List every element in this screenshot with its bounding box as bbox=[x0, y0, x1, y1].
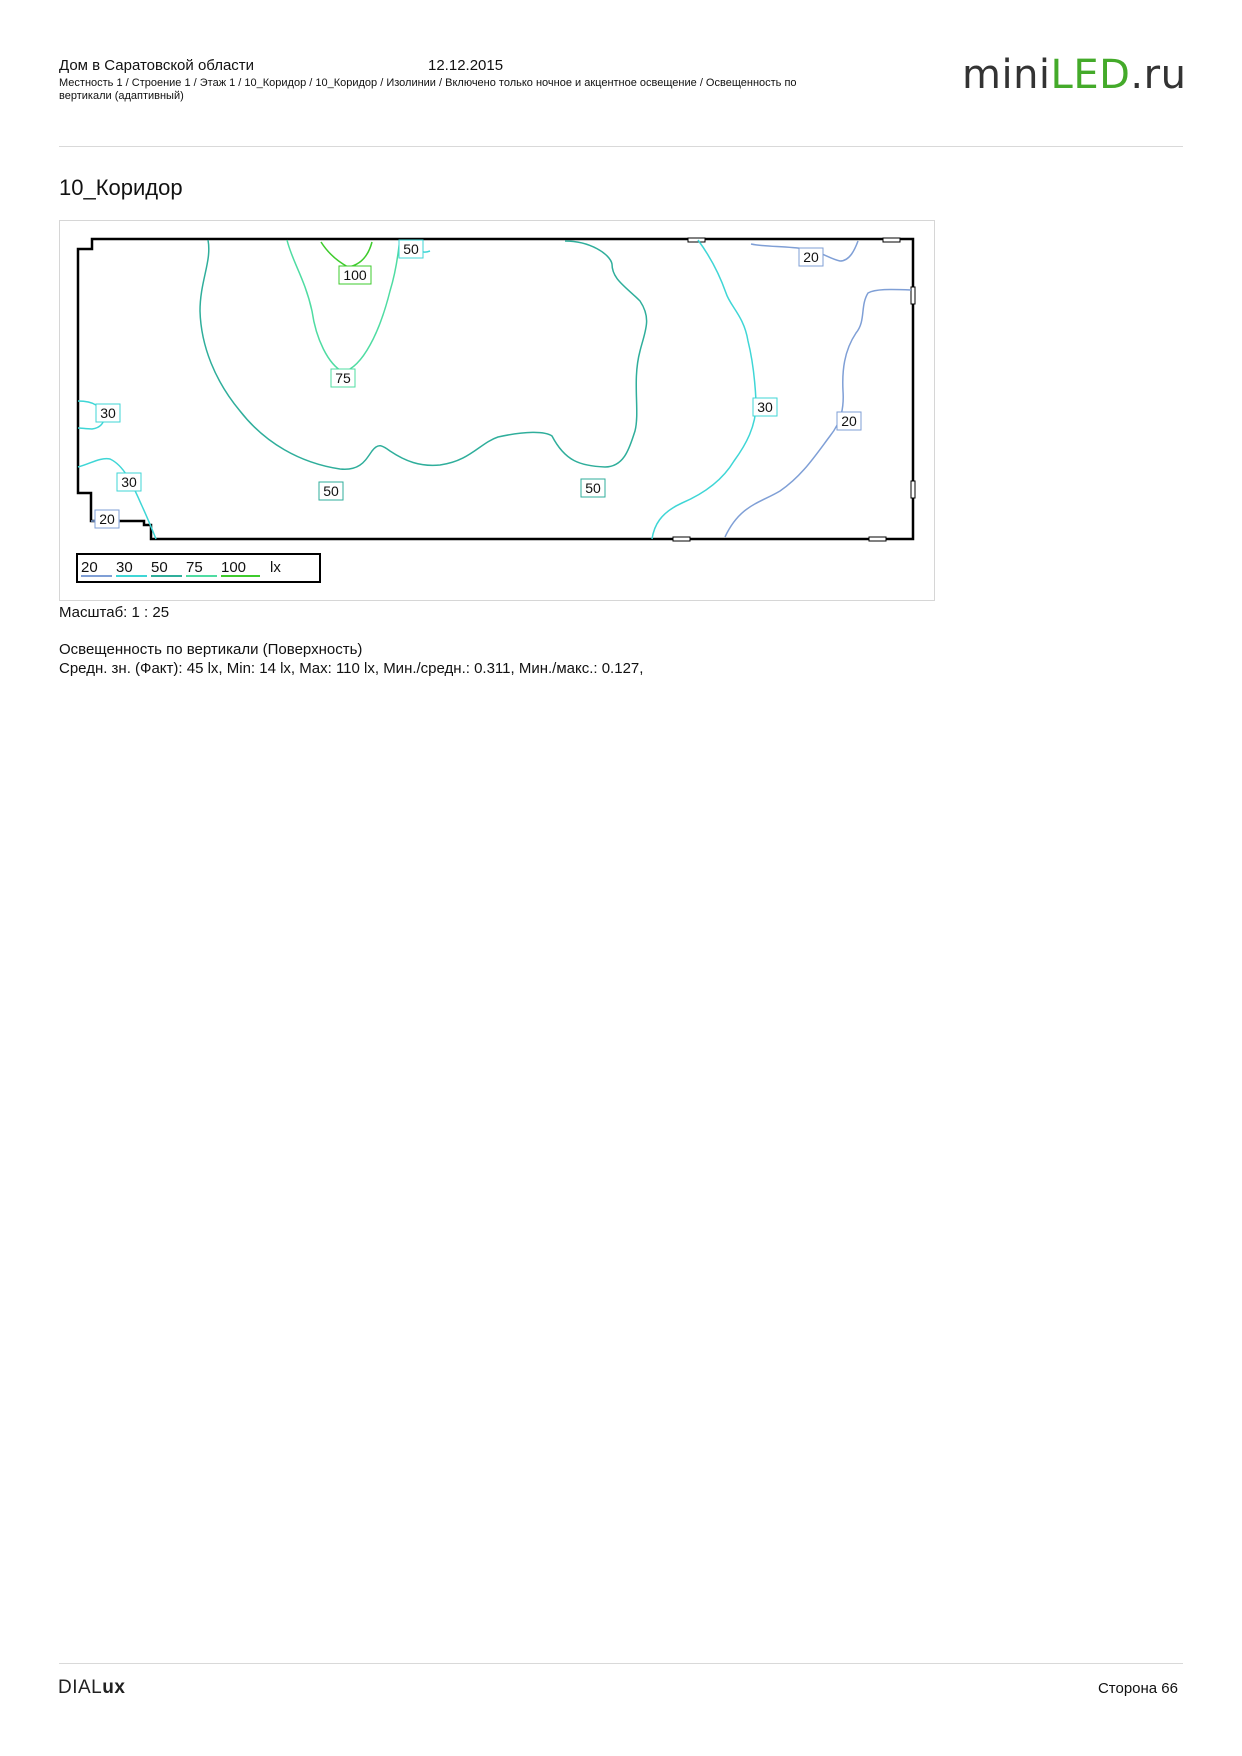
legend-value-75: 75 bbox=[186, 559, 203, 576]
legend-unit: lx bbox=[270, 559, 281, 576]
header-divider bbox=[59, 146, 1183, 147]
contour-label-text: 30 bbox=[121, 474, 137, 490]
isoline-legend bbox=[77, 554, 320, 582]
wall-mark bbox=[869, 537, 886, 541]
contour-label-20-left bbox=[95, 510, 119, 528]
contour-label-20-top bbox=[799, 248, 823, 266]
isoline-30-right bbox=[652, 240, 756, 539]
contour-label-text: 30 bbox=[757, 399, 773, 415]
contour-label-30-left-upper bbox=[96, 404, 120, 422]
project-name: Дом в Саратовской области bbox=[59, 57, 255, 74]
contour-label-text: 20 bbox=[99, 511, 115, 527]
contour-label-text: 20 bbox=[803, 249, 819, 265]
isoline-100 bbox=[321, 242, 372, 267]
contour-label-30-left-lower bbox=[117, 473, 141, 491]
contour-label-100 bbox=[339, 266, 371, 284]
isoline-50 bbox=[200, 240, 647, 469]
logo-accent: LED bbox=[1050, 52, 1131, 98]
wall-mark bbox=[911, 287, 915, 304]
contour-label-text: 30 bbox=[100, 405, 116, 421]
wall-mark bbox=[911, 481, 915, 498]
isoline-drawing bbox=[60, 221, 936, 602]
contour-label-text: 50 bbox=[323, 483, 339, 499]
wall-mark bbox=[673, 537, 690, 541]
contour-label-text: 20 bbox=[841, 413, 857, 429]
legend-value-20: 20 bbox=[81, 559, 98, 576]
contour-label-text: 50 bbox=[403, 241, 419, 257]
legend-value-100: 100 bbox=[221, 559, 247, 576]
contour-label-30-right bbox=[753, 398, 777, 416]
dialux-logo-bold: ux bbox=[102, 1677, 126, 1698]
legend-value-30: 30 bbox=[116, 559, 133, 576]
page-number: Сторона 66 bbox=[1097, 1680, 1178, 1697]
isoline-plan bbox=[59, 220, 935, 601]
logo-prefix: mini bbox=[962, 52, 1051, 98]
contour-label-text: 50 bbox=[585, 480, 601, 496]
contour-label-50-left bbox=[319, 482, 343, 500]
logo-suffix: .ru bbox=[1130, 52, 1187, 98]
dialux-logo-light: DIAL bbox=[58, 1677, 103, 1698]
contour-label-50-top bbox=[399, 240, 423, 258]
contour-label-75 bbox=[331, 369, 355, 387]
page-title: 10_Коридор bbox=[59, 175, 183, 200]
wall-mark bbox=[883, 238, 900, 242]
contour-label-text: 75 bbox=[335, 370, 351, 386]
legend-value-50: 50 bbox=[151, 559, 168, 576]
miniled-logo bbox=[962, 52, 1186, 98]
dialux-logo bbox=[58, 1677, 125, 1699]
contour-label-text: 100 bbox=[343, 267, 367, 283]
report-date: 12.12.2015 bbox=[428, 57, 504, 74]
contour-label-20-right bbox=[837, 412, 861, 430]
vertical-illuminance-title: Освещенность по вертикали (Поверхность) bbox=[59, 641, 363, 658]
scale-label: Масштаб: 1 : 25 bbox=[59, 604, 170, 621]
breadcrumb: Местность 1 / Строение 1 / Этаж 1 / 10_Коридор / 10_Коридор / Изолинии / Включено только ночное и акцентное освещение / Освещенность по вертикали (адаптивный) bbox=[59, 77, 797, 102]
footer-divider bbox=[59, 1663, 1183, 1664]
contour-label-50-right bbox=[581, 479, 605, 497]
vertical-illuminance-stats: Средн. зн. (Факт): 45 lx, Min: 14 lx, Max: 110 lx, Мин./средн.: 0.311, Мин./макс.: 0.127, bbox=[59, 660, 644, 677]
isoline-75 bbox=[287, 240, 400, 372]
wall-mark bbox=[688, 238, 705, 242]
